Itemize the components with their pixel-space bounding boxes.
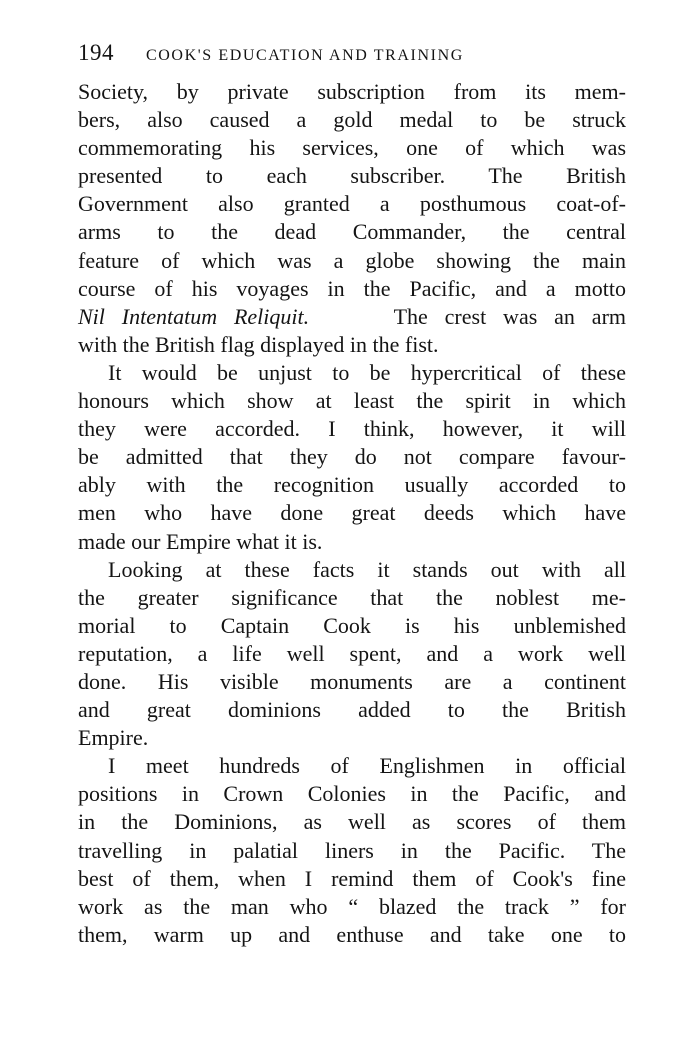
text-line: them, warm up and enthuse and take one to xyxy=(78,921,626,947)
text-line: course of his voyages in the Pacific, and a motto xyxy=(78,275,626,301)
text-line: ably with the recognition usually accorded to xyxy=(78,472,626,498)
motto: Nil Intentatum Reliquit. xyxy=(78,303,310,329)
text-line: Government also granted a posthumous coat-of- xyxy=(78,191,626,217)
text-line: arms to the dead Commander, the central xyxy=(78,219,626,245)
paragraph xyxy=(78,556,626,753)
text-line: and great dominions added to the British xyxy=(78,697,626,723)
text-line: work as the man who “ blazed the track ” for xyxy=(78,893,626,919)
paragraph xyxy=(78,78,626,359)
text-line: made our Empire what it is. xyxy=(78,528,323,554)
text-line: bers, also caused a gold medal to be struck xyxy=(78,107,626,133)
text-line: men who have done great deeds which have xyxy=(78,500,626,526)
text-line: morial to Captain Cook is his unblemished xyxy=(78,612,626,638)
text-line: Empire. xyxy=(78,725,149,751)
text-line-motto xyxy=(78,303,626,331)
text-line: It would be unjust to be hypercritical of these xyxy=(108,359,626,385)
motto-rest: The crest was an arm xyxy=(393,303,627,329)
text-line: with the British flag displayed in the fist. xyxy=(78,331,439,357)
text-line: I meet hundreds of Englishmen in official xyxy=(108,753,626,779)
text-line: be admitted that they do not compare favour- xyxy=(78,444,626,470)
paragraph xyxy=(78,752,626,949)
text-line: Society, by private subscription from its mem- xyxy=(78,79,626,104)
body-text xyxy=(78,78,626,949)
text-line: presented to each subscriber. The British xyxy=(78,163,626,189)
page-number: 194 xyxy=(78,40,114,65)
running-title: COOK'S EDUCATION AND TRAINING xyxy=(146,47,464,64)
text-line: done. His visible monuments are a continent xyxy=(78,668,626,694)
running-head xyxy=(78,40,626,70)
text-line: positions in Crown Colonies in the Pacific, and xyxy=(78,781,626,807)
text-line: honours which show at least the spirit in which xyxy=(78,388,626,414)
text-line: best of them, when I remind them of Cook's fine xyxy=(78,865,626,891)
text-line: travelling in palatial liners in the Pacific. The xyxy=(78,837,626,863)
text-line: the greater significance that the noblest me- xyxy=(78,584,626,610)
text-line: reputation, a life well spent, and a work well xyxy=(78,640,626,666)
text-line: Looking at these facts it stands out with all xyxy=(108,556,626,582)
text-line: in the Dominions, as well as scores of them xyxy=(78,809,626,835)
text-line: commemorating his services, one of which was xyxy=(78,135,626,161)
paragraph xyxy=(78,359,626,556)
text-line: they were accorded. I think, however, it will xyxy=(78,416,626,442)
text-line: feature of which was a globe showing the main xyxy=(78,247,626,273)
book-page xyxy=(78,40,626,949)
